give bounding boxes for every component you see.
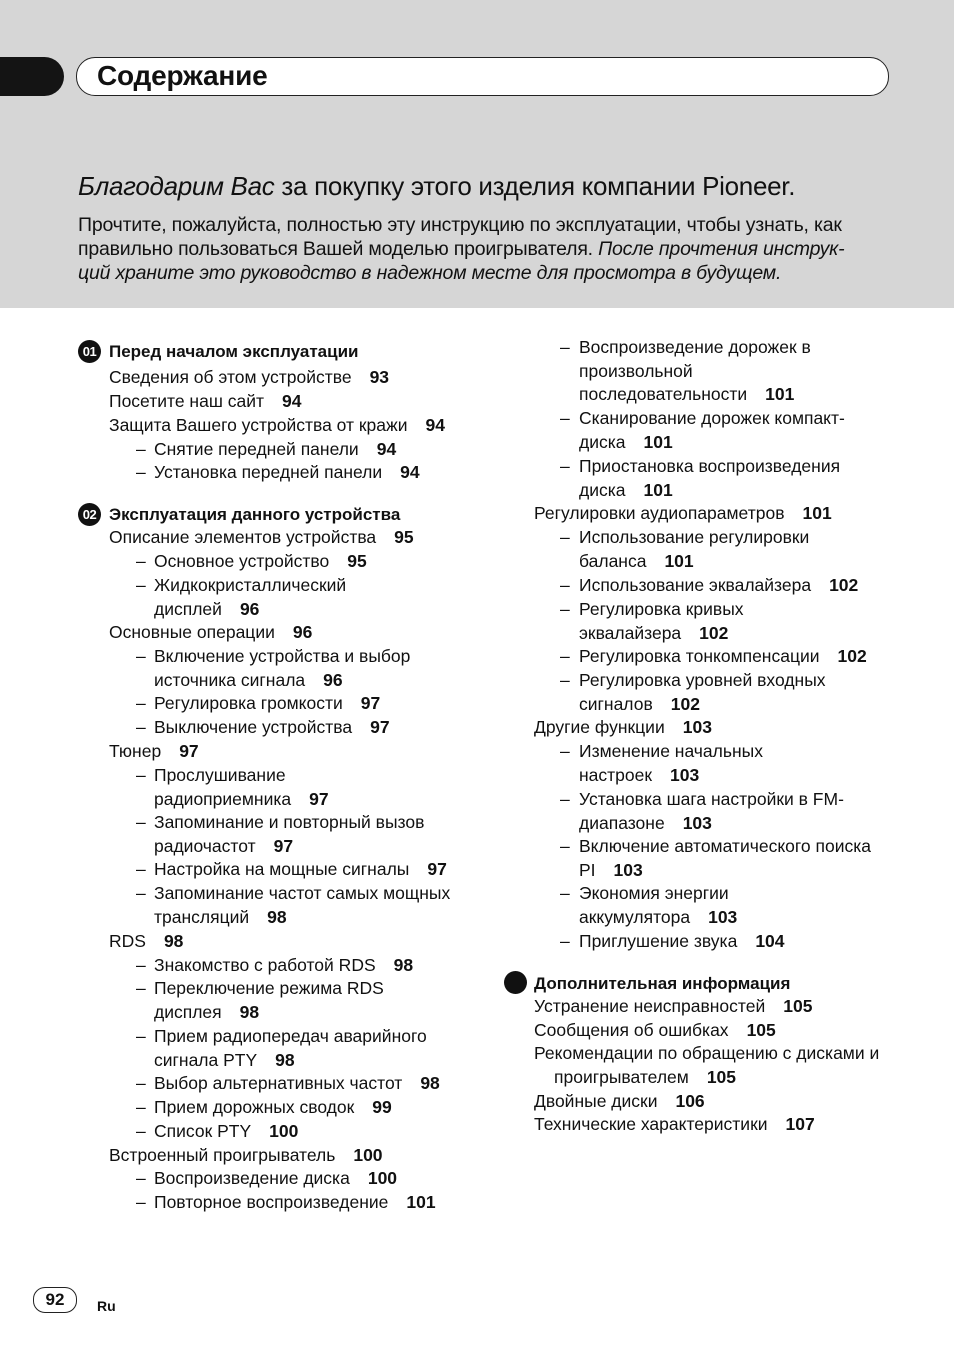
intro-paragraph (78, 213, 898, 285)
toc-subentry[interactable]: Использование регулировки баланса 101 (579, 527, 810, 571)
dash-bullet: – (136, 955, 146, 975)
toc-entry[interactable]: Основные операции 96 (109, 622, 313, 642)
section-title-operation[interactable]: Эксплуатация данного устройства (109, 505, 401, 524)
toc-subentry[interactable]: Запоминание и повторный вызов радиочастот 97 (154, 812, 425, 856)
dash-bullet: – (136, 1121, 146, 1141)
toc-subentry[interactable]: Основное устройство 95 (154, 551, 367, 571)
section-badge-01: 01 (78, 340, 101, 363)
toc-entry[interactable]: Рекомендации по обращению с дисками и (534, 1043, 880, 1063)
toc-entry[interactable]: Тюнер 97 (109, 741, 199, 761)
intro-line-2-plain: правильно пользоваться Вашей моделью проигрывателя. (78, 238, 599, 260)
toc-subentry[interactable]: Повторное воспроизведение 101 (154, 1192, 436, 1212)
toc-subentry[interactable]: Выключение устройства 97 (154, 717, 390, 737)
toc-entry[interactable]: Двойные диски 106 (534, 1091, 705, 1111)
intro-line-2-italic: После прочтения инструк- (598, 238, 845, 260)
page-title: Содержание (97, 60, 268, 91)
toc-subentry[interactable]: Жидкокристаллический дисплей 96 (154, 575, 347, 619)
dash-bullet: – (136, 765, 146, 785)
dash-bullet: – (136, 439, 146, 459)
toc-subentry[interactable]: Включение устройства и выбор источника сигнала 96 (154, 646, 411, 690)
dash-bullet: – (560, 527, 570, 547)
toc-subentry[interactable]: Воспроизведение дорожек в произвольной последовательности 101 (579, 337, 811, 405)
toc-subentry[interactable]: Регулировка громкости 97 (154, 693, 381, 713)
toc-entry[interactable]: Встроенный проигрыватель 100 (109, 1145, 383, 1165)
dash-bullet: – (136, 1097, 146, 1117)
intro-line-2 (78, 237, 898, 261)
dash-bullet: – (136, 883, 146, 903)
toc-entry[interactable]: Сведения об этом устройстве 93 (109, 367, 390, 387)
toc-subentry[interactable]: Регулировка кривых эквалайзера 102 (579, 599, 744, 643)
toc-subentry[interactable]: Прием радиопередач аварийного сигнала PTY 98 (154, 1026, 427, 1070)
dash-bullet: – (560, 789, 570, 809)
toc-subentry[interactable]: Прием дорожных сводок 99 (154, 1097, 392, 1117)
toc-subentry[interactable]: Знакомство с работой RDS 98 (154, 955, 414, 975)
dash-bullet: – (560, 931, 570, 951)
dash-bullet: – (136, 812, 146, 832)
toc-subentry[interactable]: Изменение начальных настроек 103 (579, 741, 763, 785)
thanks-italic: Благодарим Вас (78, 171, 275, 201)
toc-entry[interactable]: Описание элементов устройства 95 (109, 527, 414, 547)
toc-subentry[interactable]: Настройка на мощные сигналы 97 (154, 859, 447, 879)
dash-bullet: – (136, 575, 146, 595)
page-number: 92 (33, 1287, 77, 1313)
toc-subentry[interactable]: Приостановка воспроизведения диска 101 (579, 456, 841, 500)
dash-bullet: – (136, 1168, 146, 1188)
intro-line-3-italic: ций храните это руководство в надежном месте для просмотра в будущем. (78, 262, 782, 284)
dash-bullet: – (560, 670, 570, 690)
dash-bullet: – (136, 1026, 146, 1046)
toc-subentry[interactable]: Переключение режима RDS дисплея 98 (154, 978, 384, 1022)
toc-subentry[interactable]: Регулировка тонкомпенсации 102 (579, 646, 867, 666)
toc-subentry[interactable]: Включение автоматического поиска PI 103 (579, 836, 872, 880)
thanks-heading (78, 171, 795, 202)
dash-bullet: – (560, 646, 570, 666)
toc-subentry[interactable]: Приглушение звука 104 (579, 931, 785, 951)
dash-bullet: – (136, 693, 146, 713)
toc-subentry[interactable]: Использование эквалайзера 102 (579, 575, 859, 595)
toc-subentry[interactable]: Снятие передней панели 94 (154, 439, 397, 459)
dash-bullet: – (136, 859, 146, 879)
dash-bullet: – (560, 599, 570, 619)
dash-bullet: – (560, 408, 570, 428)
intro-line-3 (78, 261, 898, 285)
dash-bullet: – (136, 978, 146, 998)
toc-entry-continuation[interactable]: проигрывателем 105 (554, 1067, 737, 1087)
toc-subentry[interactable]: Прослушивание радиоприемника 97 (154, 765, 329, 809)
toc-subentry[interactable]: Установка передней панели 94 (154, 462, 420, 482)
dash-bullet: – (560, 575, 570, 595)
toc-subentry[interactable]: Воспроизведение диска 100 (154, 1168, 398, 1188)
toc-entry[interactable]: Другие функции 103 (534, 717, 712, 737)
dash-bullet: – (136, 1192, 146, 1212)
toc-subentry[interactable]: Выбор альтернативных частот 98 (154, 1073, 440, 1093)
toc-subentry[interactable]: Список PTY 100 (154, 1121, 299, 1141)
toc-subentry[interactable]: Экономия энергии аккумулятора 103 (579, 883, 738, 927)
title-pill (76, 57, 889, 96)
section-tab-marker (0, 57, 64, 96)
toc-entry[interactable]: Защита Вашего устройства от кражи 94 (109, 415, 445, 435)
toc-entry[interactable]: Посетите наш сайт 94 (109, 391, 302, 411)
dash-bullet: – (136, 646, 146, 666)
toc-entry[interactable]: RDS 98 (109, 931, 184, 951)
dash-bullet: – (560, 883, 570, 903)
dash-bullet: – (136, 717, 146, 737)
toc-subentry[interactable]: Сканирование дорожек компакт- диска 101 (579, 408, 845, 452)
dash-bullet: – (136, 551, 146, 571)
toc-subentry[interactable]: Запоминание частот самых мощных трансляций 98 (154, 883, 451, 927)
toc-subentry[interactable]: Установка шага настройки в FM- диапазоне 103 (579, 789, 844, 833)
dash-bullet: – (136, 462, 146, 482)
intro-line-1: Прочтите, пожалуйста, полностью эту инструкцию по эксплуатации, чтобы узнать, как (78, 214, 842, 236)
dash-bullet: – (560, 741, 570, 761)
section-title-additional-info[interactable]: Дополнительная информация (534, 974, 791, 993)
toc-entry[interactable]: Сообщения об ошибках 105 (534, 1020, 776, 1040)
section-badge-02: 02 (78, 503, 101, 526)
section-badge-03 (504, 971, 527, 994)
dash-bullet: – (136, 1073, 146, 1093)
toc-entry[interactable]: Технические характеристики 107 (534, 1114, 815, 1134)
toc-entry[interactable]: Регулировки аудиопараметров 101 (534, 503, 832, 523)
dash-bullet: – (560, 456, 570, 476)
dash-bullet: – (560, 836, 570, 856)
toc-subentry[interactable]: Регулировка уровней входных сигналов 102 (579, 670, 826, 714)
toc-entry[interactable]: Устранение неисправностей 105 (534, 996, 813, 1016)
language-code: Ru (97, 1298, 116, 1314)
section-title-before-use[interactable]: Перед началом эксплуатации (109, 342, 359, 361)
thanks-rest: за покупку этого изделия компании Pioneer. (274, 171, 796, 201)
dash-bullet: – (560, 337, 570, 357)
